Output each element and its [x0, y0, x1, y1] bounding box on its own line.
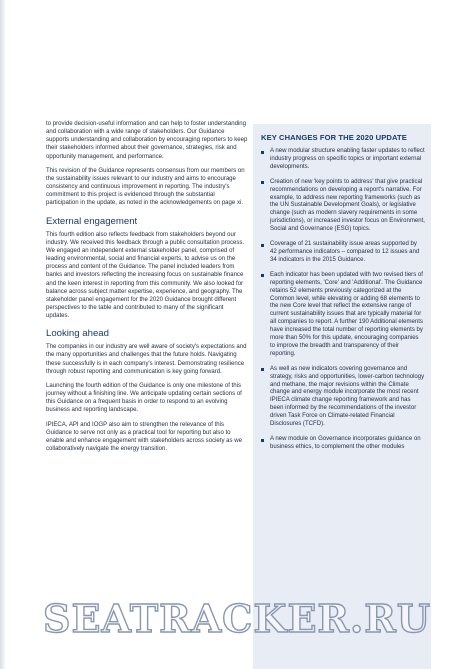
list-item: [261, 179, 425, 234]
list-item: [261, 241, 425, 265]
bullet-text: Coverage of 21 sustainability issue areas supported by 42 performance indicators – compared to 12 issues and 34 indicators in the 2015 Guidance.: [270, 241, 420, 263]
list-item: [261, 366, 425, 429]
key-changes-panel: [253, 124, 431, 669]
list-item: [261, 436, 425, 452]
external-engagement-paragraph: This fourth edition also reflects feedback from stakeholders beyond our industry. We received this feedback through a public consultation process. We engaged an independent external stakeholder panel, comprised of leading environmental, social and financial experts, to advise us on the process and content of the Guidance. The panel included leaders from banks and investors reflecting the increasing focus on sustainable finance and the keen interest in reporting from this community. We also looked for balance across subject matter expertise, experience, and geography. The stakeholder panel engagement for the 2020 Guidance brought different perspectives to the table and contributed to many of the significant updates.: [46, 231, 245, 320]
bullet-text: A new modular structure enabling faster updates to reflect industry progress on specific topics or important external developments.: [270, 148, 425, 170]
key-changes-title: KEY CHANGES FOR THE 2020 UPDATE: [261, 133, 407, 142]
watermark-logo: SEATRACKER.RU: [43, 596, 431, 641]
looking-ahead-paragraph: The companies in our industry are well aware of society's expectations and the many opportunities and challenges that the future holds. Navigating these successfully is in each company's interest. Demonstrating resilience through robust reporting and communication is key going forward.: [46, 344, 247, 375]
intro-paragraph: to provide decision-useful information and can help to foster understanding and collaboration with a wide range of stakeholders. Our Guidance supports understanding and collaboration by encouraging reporters to keep their stakeholders informed about their governance, strategies, risk and opportunity management, and performance.: [46, 121, 248, 160]
list-item: [261, 272, 425, 359]
bullet-text: A new module on Governance incorporates guidance on business ethics, to complement the other modules: [270, 436, 421, 450]
list-item: [261, 148, 425, 172]
key-changes-list: [253, 148, 431, 452]
left-column: [46, 120, 248, 459]
looking-ahead-paragraph: IPIECA, API and IOGP also aim to strengthen the relevance of this Guidance to serve not only as a practical tool for reporting but also to enable and enhance engagement with stakeholders across society as we collaboratively navigate the energy transition.: [46, 421, 242, 452]
external-engagement-heading: External engagement: [46, 215, 138, 227]
page-edge-shadow: [0, 0, 6, 669]
intro-paragraph: This revision of the Guidance represents consensus from our members on the sustainability issues relevant to our industry and aims to encourage consistency and continuous improvement in reporting. The industry's commitment to this project is evidenced through the substantial participation in the update, as noted in the acknowledgements on page xi.: [46, 167, 245, 207]
bullet-text: Creation of new 'key points to address' that give practical recommendations on developing a report's narrative. For example, to address new reporting frameworks (such as the UN Sustainable Development Goals), or legislative change (such as modern slavery requirements in some jurisdictions), or increased investor focus on Environment, Social and Governance (ESG) topics.: [270, 178, 425, 233]
bullet-text: As well as new indicators covering governance and strategy, risks and opportunities, lower-carbon technology and methane, the major revisions within the Climate change and energy module incorporate the most recent IPIECA climate change reporting framework and has been informed by the recommendations of the investor driven Task Force on Climate-related Financial Disclosures (TCFD).: [270, 365, 425, 428]
bullet-text: Each indicator has been updated with two revised tiers of reporting elements, 'Core' and 'Additional'. The Guidance retains 52 elements previously categorized at the Common level, while elevating or adding 68 elements to the new Core level that reflect the extensive range of current sustainability issues that are typically material for all companies to report. A further 190 Additional elements have increased the total number of reporting elements by more than 50% for this update, encouraging companies to improve the breadth and transparency of their reporting.: [270, 271, 423, 357]
looking-ahead-paragraph: Launching the fourth edition of the Guidance is only one milestone of this journey without a finishing line. We anticipate updating certain sections of this Guidance on a frequent basis in order to respond to an evolving business and reporting landscape.: [46, 382, 242, 414]
looking-ahead-heading: Looking ahead: [46, 328, 109, 340]
